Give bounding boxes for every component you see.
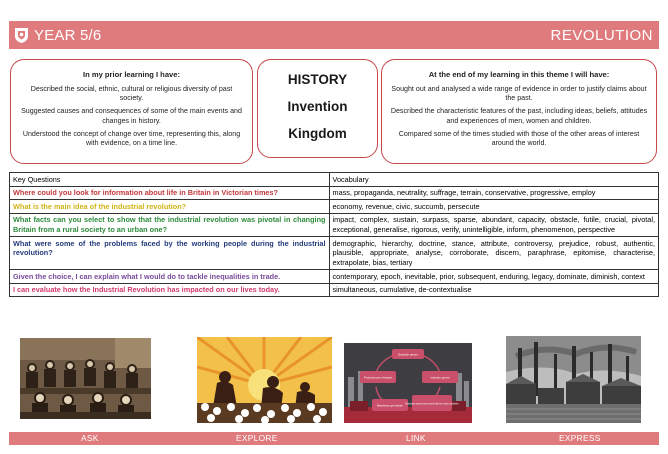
vocab-cell: simultaneous, cumulative, de-contextualise [329,283,659,297]
end-point: Compared some of the times studied with those of the other areas of interest around the world. [398,129,640,148]
industry-cycle-diagram [344,343,472,423]
diagram-node: Business owners invest and look for more machines [405,403,459,406]
table-row [10,213,659,236]
question-cell: Given the choice, I can explain what I would do to tackle inequalities in trade. [10,270,330,284]
prior-point: Suggested causes and consequences of some of the main events and changes in history. [21,107,242,125]
key-questions-header: Key Questions [10,173,330,187]
concept-kingdom: Kingdom [288,126,347,141]
diagram-node: Industry grows [430,375,450,380]
footer-banner [9,432,659,445]
vocab-cell: economy, revenue, civic, succumb, persecute [329,200,659,214]
vocab-cell: demographic, hierarchy, doctrine, stance, attribute, controversy, prejudice, robust, authentic, plausible, appropriate, analyse, corroborate, discern, paraphrase, epitomise, characterise, extrapolate, bias, tertiary [329,237,659,270]
vocab-cell: mass, propaganda, neutrality, suffrage, terrain, conservative, progressive, employ [329,186,659,200]
table-header-row [10,173,659,187]
industrial-town-engraving [506,336,641,423]
question-cell: What were some of the problems faced by the working people during the industrial revolution? [10,237,330,270]
footer-express: EXPRESS [559,433,601,443]
end-point: Described the characteristic features of the past, including ideas, beliefs, attitudes and experiences of men, women and children. [390,107,648,125]
header-banner [9,21,659,49]
question-cell: I can evaluate how the Industrial Revolution has impacted on our lives today. [10,283,330,297]
school-crest-icon [14,27,29,44]
diagram-node: Products get cheaper [363,375,393,380]
prior-point: Understood the concept of change over time, representing this, along with evidence, on a time line. [22,129,241,148]
prior-point: Described the social, ethnic, cultural or religious diversity of past society. [30,85,233,103]
end-point: Sought out and analysed a wide range of evidence in order to justify claims about the past. [391,85,647,103]
key-questions-table [9,172,659,297]
concept-history: HISTORY [287,72,348,87]
end-learning-heading: At the end of my learning in this theme I will have: [428,70,610,79]
footer-ask: ASK [81,433,99,443]
vocab-cell: contemporary, epoch, inevitable, prior, subsequent, enduring, legacy, dominate, diminish, context [329,270,659,284]
table-row [10,283,659,297]
table-row [10,186,659,200]
table-row [10,270,659,284]
cotton-pickers-illustration [197,337,332,423]
theme-title: REVOLUTION [550,26,653,44]
diagram-node: Explode prices [398,352,418,357]
footer-explore: EXPLORE [236,433,278,443]
question-cell: What facts can you select to show that the industrial revolution was pivotal in changing Britain from a rural society to an urban one? [10,213,330,236]
victorian-classroom-photo [20,338,151,419]
concept-invention: Invention [287,99,348,114]
end-learning-box [381,59,657,164]
vocab-cell: impact, complex, sustain, surpass, sparse, abundant, capacity, obstacle, futile, crucial, pivotal, exceptional, generalise, rigorous, verify, unintelligible, inform, phenomenon, perspective [329,213,659,236]
table-row [10,237,659,270]
concepts-box [257,59,378,158]
question-cell: What is the main idea of the industrial revolution? [10,200,330,214]
footer-link: LINK [406,433,426,443]
table-row [10,200,659,214]
diagram-node: Machines get faster [376,403,404,408]
prior-learning-box [10,59,253,164]
question-cell: Where could you look for information about life in Britain in Victorian times? [10,186,330,200]
prior-learning-heading: In my prior learning I have: [82,70,181,79]
year-title: YEAR 5/6 [34,26,102,44]
vocabulary-header: Vocabulary [329,173,659,187]
